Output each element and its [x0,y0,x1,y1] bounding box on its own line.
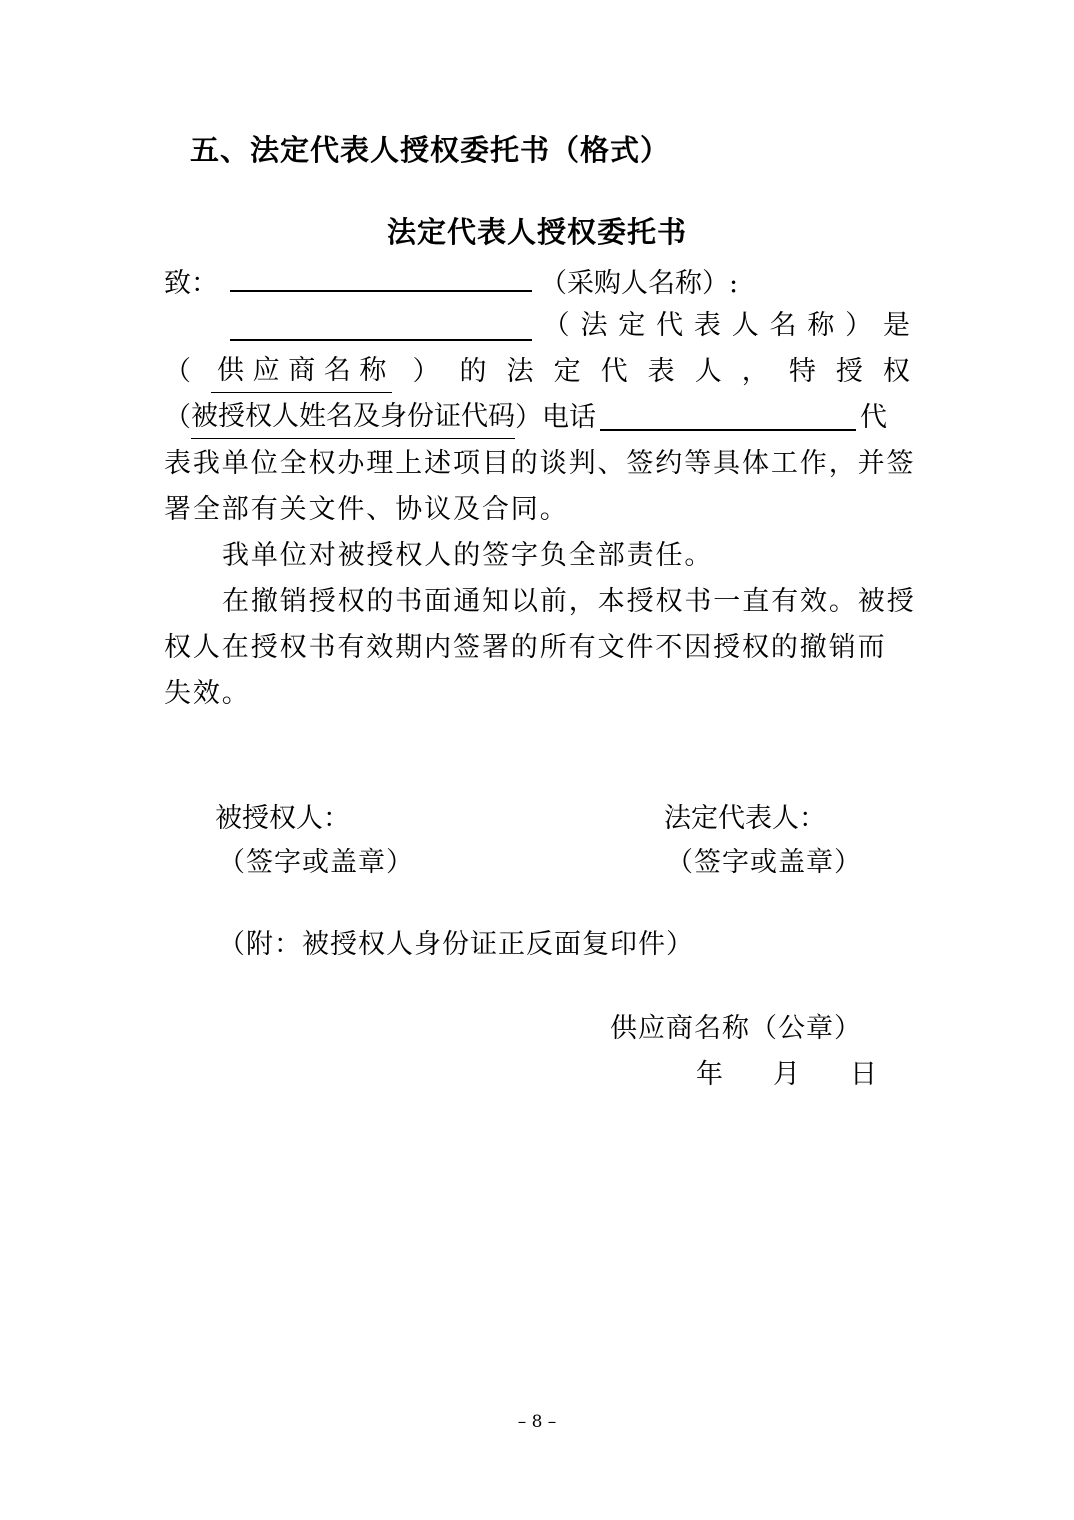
purchaser-name-label: （采购人名称）: [540,268,739,299]
agent-signature-label: 被授权人： [215,803,350,834]
validity-line-3: 失效。 [164,678,251,709]
line3-char: ， [741,356,769,387]
phone-blank[interactable] [600,405,856,431]
page-number: – 8 – [517,1412,557,1432]
attachment-note: （附：被授权人身份证正反面复印件） [218,929,694,960]
line4-end: 代 [860,402,887,433]
legal-rep-signature-note: （签字或盖章） [666,847,862,878]
line3-char: 表 [647,356,675,387]
line3-char: 代 [600,356,628,387]
date-year: 年 [696,1059,723,1090]
legal-rep-line [164,306,910,346]
line3-char: 授 [835,356,863,387]
body-line-6: 署全部有关文件、协议及合同。 [164,494,569,525]
agent-line [164,398,910,438]
line3-char: 特 [788,356,816,387]
line2-char: 人 [731,310,759,341]
line3-char: 权 [882,356,910,387]
validity-line-2: 权人在授权书有效期内签署的所有文件不因授权的撤销而 [164,632,887,663]
line3-char: 法 [506,356,534,387]
supplier-line [164,352,910,392]
addressee-prefix: 致： [164,268,218,299]
line3-open: （ [164,356,191,387]
line2-char: ） [845,310,873,341]
phone-label: ）电话 [515,402,596,433]
agent-id-underlined: 被授权人姓名及身份证代码 [191,397,515,439]
body-line-5: 表我单位全权办理上述项目的谈判、签约等具体工作，并签 [164,448,916,479]
validity-line-1: 在撤销授权的书面通知以前，本授权书一直有效。被授 [222,586,916,617]
line3-char: ） [412,356,440,387]
purchaser-name-blank[interactable] [230,262,532,292]
responsibility-paragraph: 我单位对被授权人的签字负全部责任。 [222,540,714,571]
legal-rep-name-blank[interactable] [230,311,532,341]
line2-char: （ [542,310,570,341]
legal-rep-signature-label: 法定代表人： [664,803,826,834]
date-month: 月 [773,1059,800,1090]
date-day: 日 [850,1059,877,1090]
line4-open: （ [164,402,191,433]
line3-char: 人 [694,356,722,387]
line3-char: 定 [553,356,581,387]
date-row [696,1052,877,1091]
line2-char: 代 [656,310,684,341]
addressee-line [164,262,910,302]
line2-char: 称 [807,310,835,341]
supplier-name-underlined: 供 应 商 名 称 [211,351,392,393]
supplier-seal-label: 供应商名称（公章） [610,1013,862,1044]
line2-char: 名 [769,310,797,341]
line2-char: 定 [618,310,646,341]
agent-signature-note: （签字或盖章） [218,847,414,878]
line3-char: 的 [459,356,487,387]
line2-char: 是 [882,310,910,341]
section-heading: 五、法定代表人授权委托书（格式） [190,133,671,167]
document-title: 法定代表人授权委托书 [386,215,687,249]
line2-char: 表 [693,310,721,341]
line2-char: 法 [580,310,608,341]
